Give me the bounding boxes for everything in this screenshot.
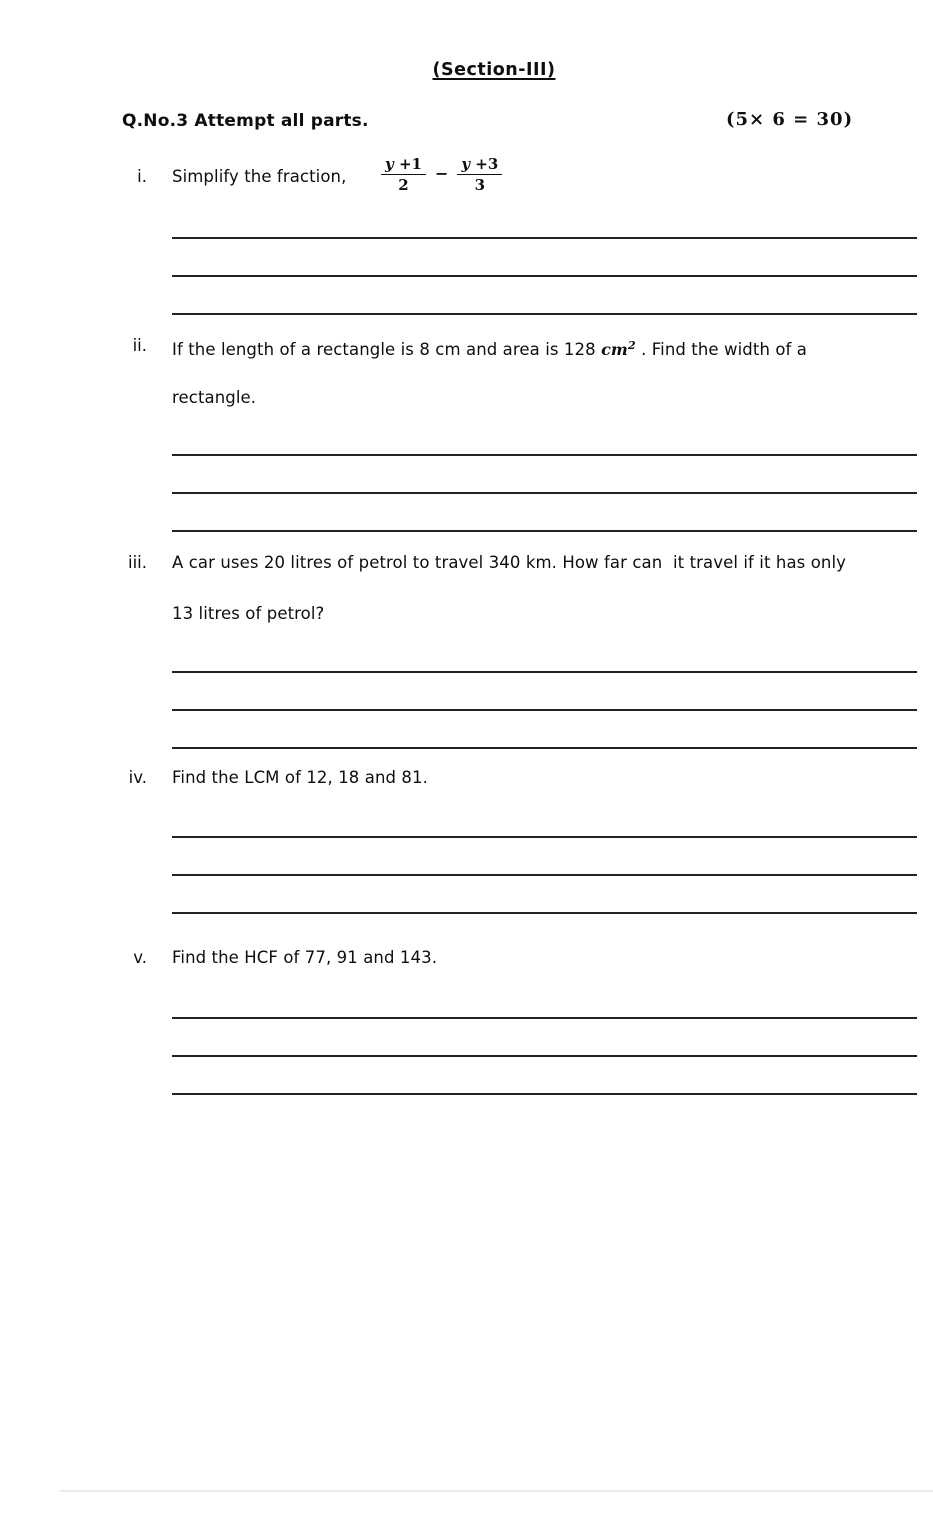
- fraction-2-variable: y: [461, 155, 471, 173]
- question-header: Q.No.3 Attempt all parts.: [122, 111, 369, 131]
- answer-line: [172, 237, 917, 239]
- fraction-2-denominator: 3: [474, 176, 486, 194]
- question-number-i: i.: [137, 167, 147, 186]
- fraction-2-numerator: [457, 155, 502, 175]
- answer-line: [172, 747, 917, 749]
- answer-line: [172, 836, 917, 838]
- answer-line: [172, 709, 917, 711]
- answer-line: [172, 313, 917, 315]
- question-number-ii: ii.: [132, 336, 147, 355]
- minus-operator: −: [434, 163, 449, 183]
- question-text-ii-line2: rectangle.: [172, 388, 257, 407]
- answer-line: [172, 1017, 917, 1019]
- section-title: (Section-III): [432, 60, 556, 80]
- marks-label: (5× 6 = 30): [726, 109, 854, 130]
- answer-line: [172, 671, 917, 673]
- fraction-1-constant: +1: [393, 155, 422, 173]
- question-number-iii: iii.: [128, 553, 147, 572]
- fraction-2-constant: +3: [470, 155, 499, 173]
- answer-line: [172, 874, 917, 876]
- fraction-expression: [381, 155, 502, 195]
- question-number-iv: iv.: [128, 768, 147, 787]
- answer-line: [172, 1055, 917, 1057]
- answer-line: [172, 275, 917, 277]
- answer-line: [172, 492, 917, 494]
- fraction-1: [381, 155, 426, 195]
- question-number-v: v.: [133, 948, 147, 967]
- cm-squared-math: cm: [601, 340, 628, 359]
- question-text-v: Find the HCF of 77, 91 and 143.: [172, 948, 438, 967]
- fraction-2: [457, 155, 502, 195]
- fraction-1-variable: y: [385, 155, 394, 173]
- question-text-iii-line2: 13 litres of petrol?: [172, 604, 325, 623]
- question-text-i: Simplify the fraction,: [172, 167, 347, 186]
- question-text-iii-line1: A car uses 20 litres of petrol to travel 340 km. How far can it travel if it has only: [172, 553, 847, 572]
- question-text-ii-line1: [172, 336, 807, 360]
- page-bottom-divider: [60, 1490, 933, 1492]
- answer-line: [172, 530, 917, 532]
- question-ii-text-pre: If the length of a rectangle is 8 cm and area is 128: [172, 340, 602, 359]
- cm-squared-exponent: 2: [627, 339, 636, 352]
- answer-line: [172, 1093, 917, 1095]
- answer-line: [172, 454, 917, 456]
- question-ii-text-post: . Find the width of a: [635, 340, 808, 359]
- answer-line: [172, 912, 917, 914]
- fraction-1-numerator: [381, 155, 426, 175]
- fraction-1-denominator: 2: [398, 176, 409, 194]
- question-text-iv: Find the LCM of 12, 18 and 81.: [172, 768, 428, 787]
